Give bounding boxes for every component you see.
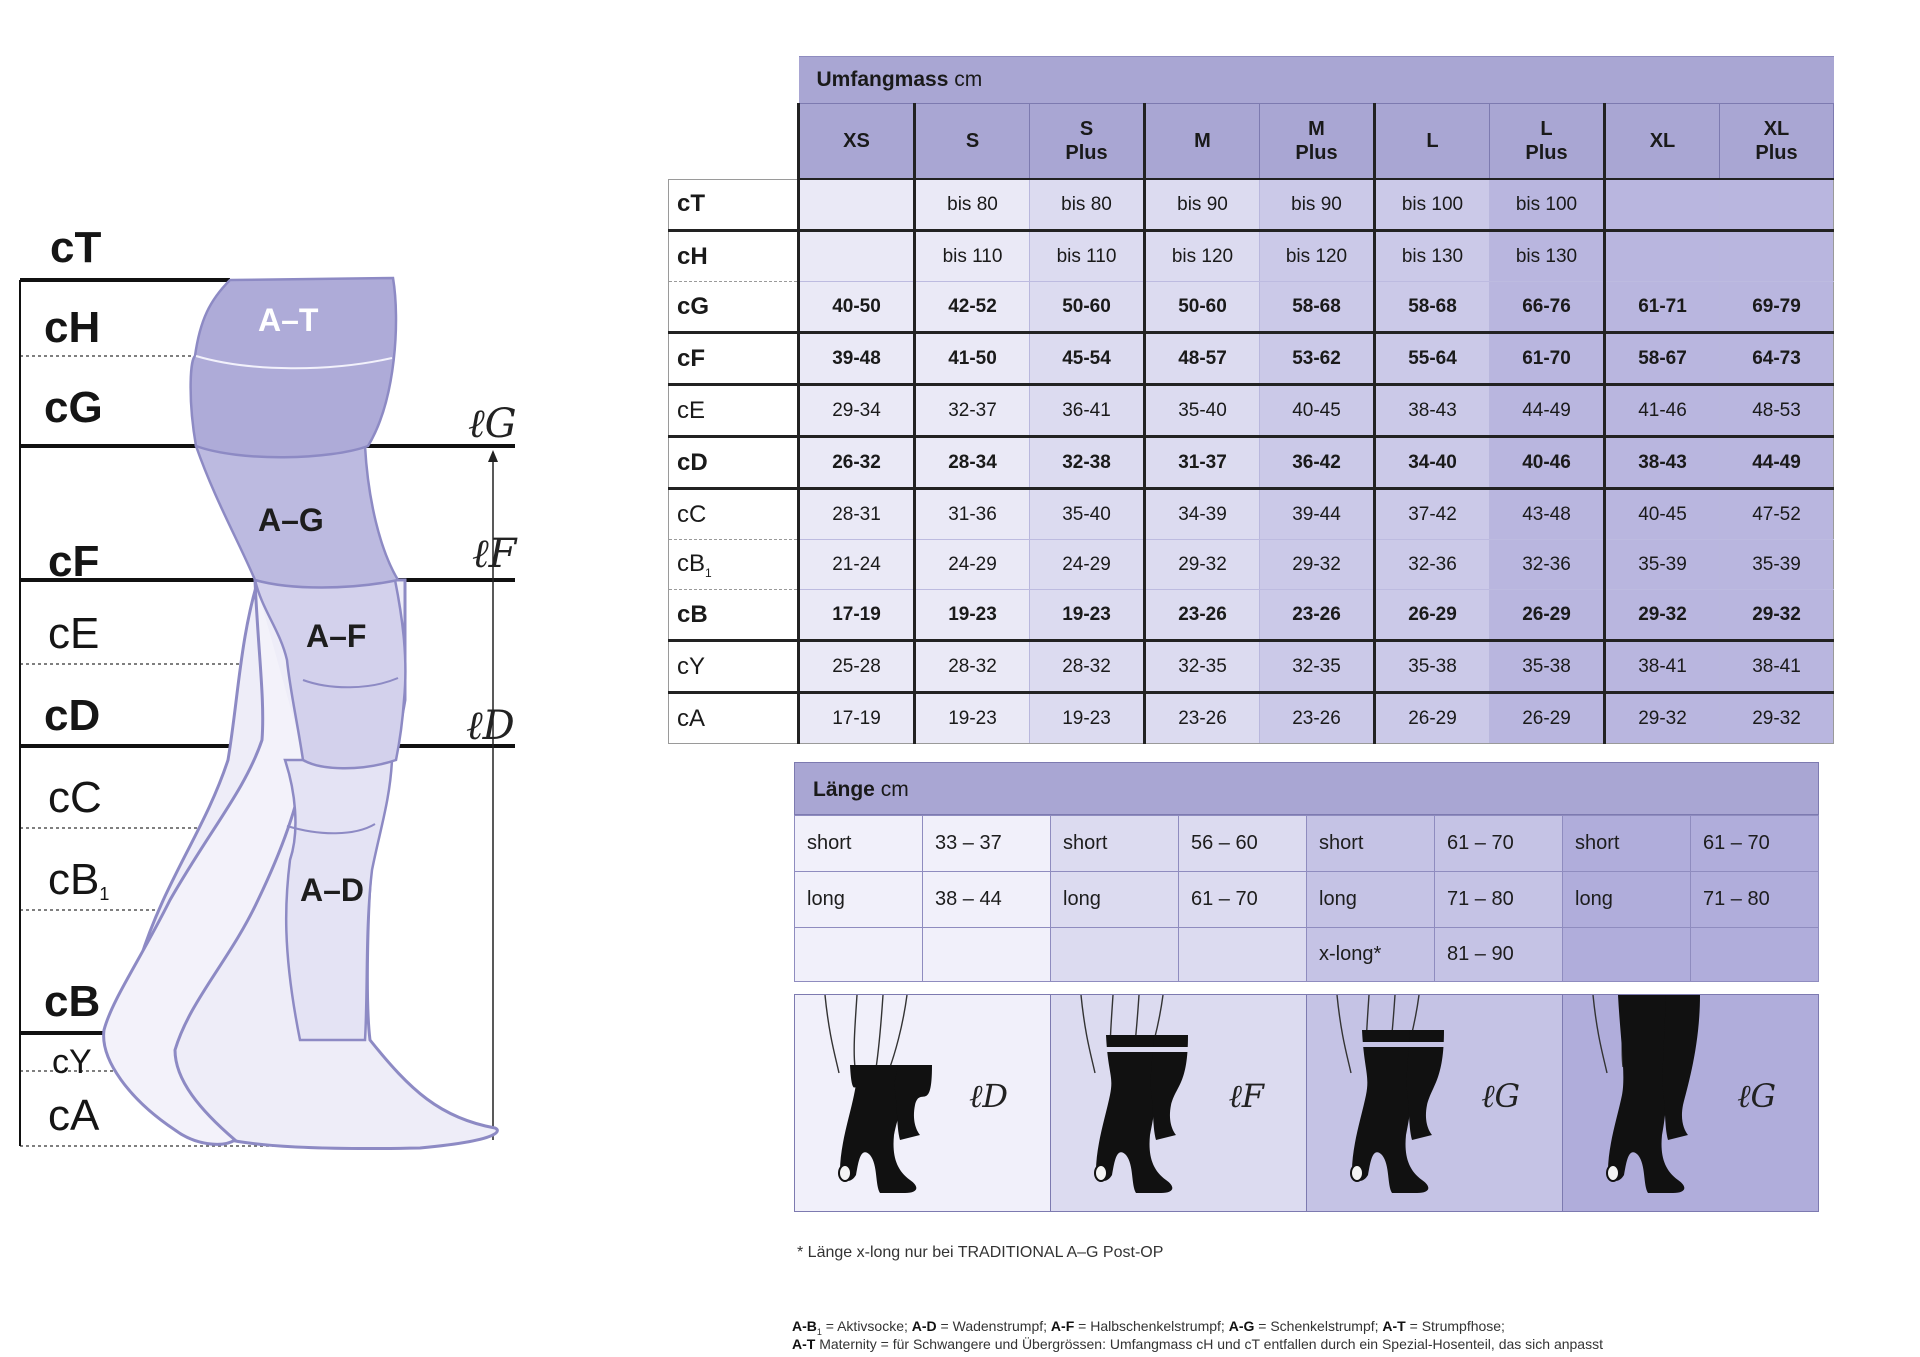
pantyhose-icon xyxy=(1563,995,1819,1211)
legend-key: A-G xyxy=(1228,1318,1255,1334)
table-cell: long xyxy=(795,872,923,928)
size-header: M Plus xyxy=(1260,104,1375,180)
table-cell: 40-45 xyxy=(1605,489,1720,540)
table-row xyxy=(669,540,1834,590)
row-label: cH xyxy=(669,231,799,282)
table-cell xyxy=(1720,179,1834,231)
table-cell xyxy=(1720,231,1834,282)
legend-key: A-T xyxy=(1382,1318,1406,1334)
table-cell: 17-19 xyxy=(799,590,915,641)
table-cell: 25-28 xyxy=(799,641,915,693)
table-cell: 32-36 xyxy=(1490,540,1605,590)
table-cell: long xyxy=(1051,872,1179,928)
table-cell: x-long* xyxy=(1307,928,1435,982)
table-cell: 32-35 xyxy=(1260,641,1375,693)
size-header: XS xyxy=(799,104,915,180)
legend-text: = Wadenstrumpf; xyxy=(936,1318,1051,1334)
table-cell: 35-38 xyxy=(1490,641,1605,693)
table-cell xyxy=(799,179,915,231)
segment-label-ad: A–D xyxy=(300,872,365,908)
table-cell: 32-37 xyxy=(915,385,1030,437)
table-row xyxy=(669,231,1834,282)
table-cell: 19-23 xyxy=(1030,693,1145,744)
table-cell: short xyxy=(1307,816,1435,872)
table-row xyxy=(669,282,1834,333)
length-label-lG: ℓG xyxy=(468,401,517,447)
size-header: L xyxy=(1375,104,1490,180)
table-row xyxy=(795,872,1819,928)
table-cell: bis 80 xyxy=(915,179,1030,231)
row-label: cA xyxy=(669,693,799,744)
segment-label-af: A–F xyxy=(306,618,367,654)
segment-label-ag: A–G xyxy=(258,502,324,538)
table-cell: 40-46 xyxy=(1490,437,1605,489)
table-cell: bis 90 xyxy=(1145,179,1260,231)
row-label: cD xyxy=(669,437,799,489)
table-cell: 23-26 xyxy=(1260,693,1375,744)
table-row xyxy=(795,816,1819,872)
table-cell: 41-46 xyxy=(1605,385,1720,437)
legend-key: A-F xyxy=(1050,1318,1075,1334)
table-cell: 17-19 xyxy=(799,693,915,744)
legend-key-sub: 1 xyxy=(816,1326,822,1337)
label-cC: cC xyxy=(48,773,102,822)
table-cell: 38 – 44 xyxy=(923,872,1051,928)
table-cell: 26-29 xyxy=(1490,590,1605,641)
length-label: ℓG xyxy=(1737,1077,1776,1115)
table-cell: bis 130 xyxy=(1490,231,1605,282)
thigh-stocking-icon xyxy=(1307,995,1563,1211)
table-cell: 58-68 xyxy=(1375,282,1490,333)
table-cell: 71 – 80 xyxy=(1691,872,1819,928)
footnote: * Länge x-long nur bei TRADITIONAL A–G Post-OP xyxy=(797,1244,1164,1261)
table-cell: 61-71 xyxy=(1605,282,1720,333)
table-cell: 29-32 xyxy=(1605,693,1720,744)
table-cell xyxy=(1563,928,1691,982)
table-cell: bis 80 xyxy=(1030,179,1145,231)
legend-text: = Halbschenkelstrumpf; xyxy=(1074,1318,1229,1334)
pantyhose-panel xyxy=(1562,995,1818,1211)
table-cell: 40-50 xyxy=(799,282,915,333)
table-cell: 81 – 90 xyxy=(1435,928,1563,982)
table-cell: 28-32 xyxy=(1030,641,1145,693)
label-cY: cY xyxy=(52,1043,92,1081)
table-row xyxy=(669,693,1834,744)
table-cell xyxy=(799,231,915,282)
table-cell: 35-39 xyxy=(1720,540,1834,590)
table-cell xyxy=(923,928,1051,982)
table-cell: 26-29 xyxy=(1490,693,1605,744)
table-cell: 19-23 xyxy=(915,590,1030,641)
label-cB: cB xyxy=(44,977,101,1026)
table-cell: 37-42 xyxy=(1375,489,1490,540)
table-cell xyxy=(1605,179,1720,231)
table-cell: 48-57 xyxy=(1145,333,1260,385)
table-cell: 40-45 xyxy=(1260,385,1375,437)
table-cell: 28-32 xyxy=(915,641,1030,693)
table-cell: 55-64 xyxy=(1375,333,1490,385)
circumference-table xyxy=(668,56,1834,744)
table-cell: 35-39 xyxy=(1605,540,1720,590)
table-cell: 61 – 70 xyxy=(1691,816,1819,872)
label-cG: cG xyxy=(44,383,103,432)
stocking-type-images xyxy=(794,994,1819,1212)
table-cell: 45-54 xyxy=(1030,333,1145,385)
table-cell: 34-40 xyxy=(1375,437,1490,489)
table-cell: 32-36 xyxy=(1375,540,1490,590)
row-label: cF xyxy=(669,333,799,385)
table-cell: bis 90 xyxy=(1260,179,1375,231)
table-cell: 61 – 70 xyxy=(1435,816,1563,872)
table-cell: 23-26 xyxy=(1260,590,1375,641)
table-cell: 29-32 xyxy=(1720,590,1834,641)
table-cell xyxy=(1179,928,1307,982)
table-row xyxy=(669,489,1834,540)
knee-stocking-panel xyxy=(795,995,1050,1211)
table-cell: 32-35 xyxy=(1145,641,1260,693)
table-cell: 29-32 xyxy=(1605,590,1720,641)
table-cell: 64-73 xyxy=(1720,333,1834,385)
table-row xyxy=(795,928,1819,982)
legend-key: A-B xyxy=(792,1318,817,1334)
length-table xyxy=(794,815,1819,982)
table-cell: 31-36 xyxy=(915,489,1030,540)
table-row xyxy=(669,641,1834,693)
table-cell: 58-68 xyxy=(1260,282,1375,333)
table-cell: 35-40 xyxy=(1145,385,1260,437)
half-thigh-stocking-icon xyxy=(1051,995,1307,1211)
table-cell: 35-40 xyxy=(1030,489,1145,540)
label-cA: cA xyxy=(48,1091,100,1140)
size-header: S Plus xyxy=(1030,104,1145,180)
table-cell: 56 – 60 xyxy=(1179,816,1307,872)
half-thigh-stocking-panel xyxy=(1050,995,1306,1211)
table-cell: bis 100 xyxy=(1375,179,1490,231)
table-cell: 24-29 xyxy=(1030,540,1145,590)
table-cell: 34-39 xyxy=(1145,489,1260,540)
table-cell: 19-23 xyxy=(915,693,1030,744)
length-label: ℓD xyxy=(969,1077,1008,1115)
table-cell: 58-67 xyxy=(1605,333,1720,385)
table-row xyxy=(669,437,1834,489)
table-row xyxy=(669,333,1834,385)
table-cell xyxy=(1691,928,1819,982)
table-cell: 29-32 xyxy=(1720,693,1834,744)
table-cell: 23-26 xyxy=(1145,590,1260,641)
label-cH: cH xyxy=(44,303,101,352)
row-label: cC xyxy=(669,489,799,540)
table-cell: 61-70 xyxy=(1490,333,1605,385)
abbreviation-legend-line2: A-T Maternity = für Schwangere und Übergrössen: Umfangmass cH und cT entfallen durch ein Spezial-Hosenteil, das sich anpasst xyxy=(792,1336,1603,1352)
length-label-lD: ℓD xyxy=(466,703,515,749)
row-label: cT xyxy=(669,179,799,231)
length-label: ℓG xyxy=(1481,1077,1520,1115)
legend-text: = Aktivsocke; xyxy=(821,1318,912,1334)
table-cell: 33 – 37 xyxy=(923,816,1051,872)
row-label: cG xyxy=(669,282,799,333)
table-cell xyxy=(1605,231,1720,282)
knee-stocking-icon xyxy=(795,995,1051,1211)
length-label: ℓF xyxy=(1228,1077,1264,1115)
table-cell: 44-49 xyxy=(1720,437,1834,489)
size-header: XL Plus xyxy=(1720,104,1834,180)
table-cell: short xyxy=(795,816,923,872)
legend-text: = Strumpfhose; xyxy=(1405,1318,1505,1334)
table-cell: 38-41 xyxy=(1605,641,1720,693)
table-row xyxy=(669,590,1834,641)
row-label: cB xyxy=(669,590,799,641)
table-cell: 28-34 xyxy=(915,437,1030,489)
table-cell: 50-60 xyxy=(1145,282,1260,333)
table-cell: bis 120 xyxy=(1145,231,1260,282)
row-label: cY xyxy=(669,641,799,693)
table-cell: 39-44 xyxy=(1260,489,1375,540)
table-cell: 31-37 xyxy=(1145,437,1260,489)
table-corner xyxy=(669,57,799,104)
table-cell: 66-76 xyxy=(1490,282,1605,333)
label-cE: cE xyxy=(48,609,100,658)
table-cell: 36-42 xyxy=(1260,437,1375,489)
table-cell: 29-32 xyxy=(1145,540,1260,590)
label-cF: cF xyxy=(48,537,100,586)
label-cD: cD xyxy=(44,691,101,740)
segment-label-at: A–T xyxy=(258,302,319,338)
table-cell: 28-31 xyxy=(799,489,915,540)
thigh-stocking-panel xyxy=(1306,995,1562,1211)
table-cell: 26-29 xyxy=(1375,693,1490,744)
leg-measurement-diagram xyxy=(0,0,560,1200)
table-cell: 71 – 80 xyxy=(1435,872,1563,928)
table-cell: bis 110 xyxy=(1030,231,1145,282)
table-cell: 69-79 xyxy=(1720,282,1834,333)
table-row xyxy=(669,179,1834,231)
table-cell: bis 120 xyxy=(1260,231,1375,282)
row-label: $cB_1$ xyxy=(669,540,799,590)
size-header: L Plus xyxy=(1490,104,1605,180)
table-cell: 43-48 xyxy=(1490,489,1605,540)
circumference-table-title: Umfangmass cm xyxy=(799,57,1834,104)
table-cell: 21-24 xyxy=(799,540,915,590)
table-row xyxy=(669,385,1834,437)
size-header: XL xyxy=(1605,104,1720,180)
table-cell: 47-52 xyxy=(1720,489,1834,540)
table-cell: 39-48 xyxy=(799,333,915,385)
table-cell: bis 110 xyxy=(915,231,1030,282)
table-cell: 53-62 xyxy=(1260,333,1375,385)
table-cell: 38-41 xyxy=(1720,641,1834,693)
table-cell: 50-60 xyxy=(1030,282,1145,333)
table-cell: 35-38 xyxy=(1375,641,1490,693)
table-cell: 41-50 xyxy=(915,333,1030,385)
table-cell: 19-23 xyxy=(1030,590,1145,641)
table-cell: 36-41 xyxy=(1030,385,1145,437)
circumference-table-section xyxy=(668,56,1834,744)
table-cell: long xyxy=(1307,872,1435,928)
table-cell xyxy=(1051,928,1179,982)
table-cell: 38-43 xyxy=(1375,385,1490,437)
table-cell xyxy=(795,928,923,982)
length-label-lF: ℓF xyxy=(472,531,517,577)
length-table-section xyxy=(794,762,1819,982)
table-cell: 32-38 xyxy=(1030,437,1145,489)
table-cell: 26-29 xyxy=(1375,590,1490,641)
table-cell: long xyxy=(1563,872,1691,928)
table-cell: 44-49 xyxy=(1490,385,1605,437)
abbreviation-legend-line1 xyxy=(792,1318,1505,1337)
table-cell: 42-52 xyxy=(915,282,1030,333)
table-cell: short xyxy=(1563,816,1691,872)
table-corner xyxy=(669,104,799,180)
table-cell: 38-43 xyxy=(1605,437,1720,489)
table-cell: 24-29 xyxy=(915,540,1030,590)
legend-key: A-D xyxy=(911,1318,937,1334)
row-label: cE xyxy=(669,385,799,437)
label-cB1: $cB_1$ xyxy=(48,855,110,904)
table-cell: bis 130 xyxy=(1375,231,1490,282)
label-cT: cT xyxy=(50,223,102,272)
table-cell: 26-32 xyxy=(799,437,915,489)
legend-text: = Schenkelstrumpf; xyxy=(1254,1318,1383,1334)
length-table-title: Länge cm xyxy=(794,762,1819,815)
table-cell: 61 – 70 xyxy=(1179,872,1307,928)
table-cell: 29-32 xyxy=(1260,540,1375,590)
table-cell: bis 100 xyxy=(1490,179,1605,231)
table-cell: 23-26 xyxy=(1145,693,1260,744)
size-header: M xyxy=(1145,104,1260,180)
size-header: S xyxy=(915,104,1030,180)
table-cell: 48-53 xyxy=(1720,385,1834,437)
table-cell: short xyxy=(1051,816,1179,872)
table-cell: 29-34 xyxy=(799,385,915,437)
